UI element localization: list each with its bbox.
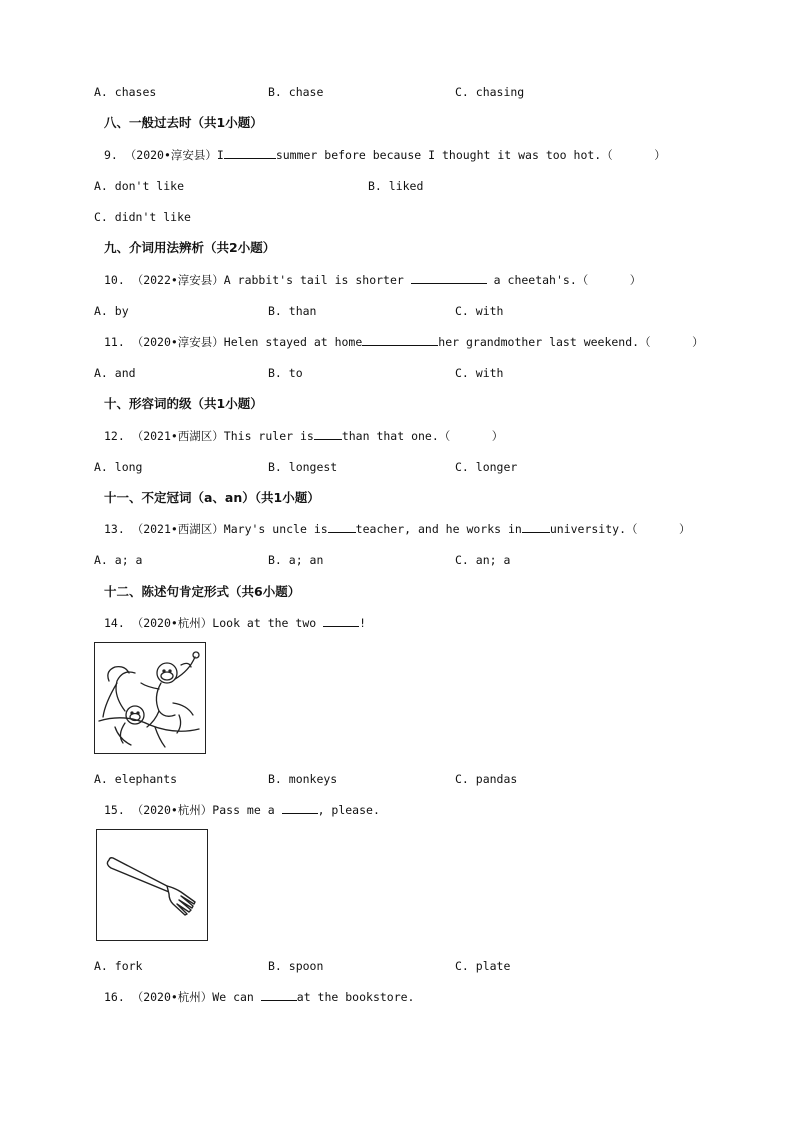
option-c: C. chasing [455, 85, 525, 99]
question-9: 9. （2020•淳安县）I summer before because I thought it was too hot.（ ） [104, 148, 666, 162]
question-10: 10. （2022•淳安县）A rabbit's tail is shorter a cheetah's.（ ） [104, 273, 642, 287]
option-b: B. chase [268, 85, 324, 99]
option-a: A. by [94, 304, 129, 318]
question-16: 16. （2020•杭州）We can at the bookstore. [104, 990, 415, 1004]
monkeys-image [94, 642, 206, 754]
option-a: A. elephants [94, 772, 178, 786]
section-heading: 九、介词用法辨析（共2小题） [104, 240, 276, 255]
option-a: A. fork [94, 959, 143, 973]
option-a: A. and [94, 366, 136, 380]
monkeys-icon [95, 643, 204, 752]
option-b: B. than [268, 304, 317, 318]
question-14: 14. （2020•杭州）Look at the two ! [104, 616, 367, 630]
option-a: A. long [94, 460, 143, 474]
option-c: C. pandas [455, 772, 518, 786]
option-c: C. an; a [455, 553, 511, 567]
option-a: A. don't like [94, 179, 185, 193]
option-b: B. to [268, 366, 303, 380]
option-c: C. longer [455, 460, 518, 474]
option-c: C. didn't like [94, 210, 191, 224]
option-c: C. with [455, 304, 504, 318]
question-13: 13. （2021•西湖区）Mary's uncle is teacher, and he works in university.（ ） [104, 522, 691, 536]
option-b: B. spoon [268, 959, 324, 973]
question-11: 11. （2020•淳安县）Helen stayed at home her grandmother last weekend.（ ） [104, 335, 704, 349]
option-c: C. with [455, 366, 504, 380]
option-b: B. liked [368, 179, 424, 193]
section-heading: 十二、陈述句肯定形式（共6小题） [104, 584, 301, 599]
option-a: A. a; a [94, 553, 143, 567]
section-heading: 八、一般过去时（共1小题） [104, 115, 263, 130]
option-b: B. monkeys [268, 772, 338, 786]
section-heading: 十一、不定冠词（a、an）（共1小题） [104, 490, 320, 505]
fork-icon [97, 830, 206, 939]
fork-image [96, 829, 208, 941]
question-15: 15. （2020•杭州）Pass me a , please. [104, 803, 380, 817]
option-c: C. plate [455, 959, 511, 973]
question-12: 12. （2021•西湖区）This ruler is than that one.（ ） [104, 429, 504, 443]
section-heading: 十、形容词的级（共1小题） [104, 396, 263, 411]
option-b: B. a; an [268, 553, 324, 567]
option-b: B. longest [268, 460, 338, 474]
option-a: A. chases [94, 85, 157, 99]
